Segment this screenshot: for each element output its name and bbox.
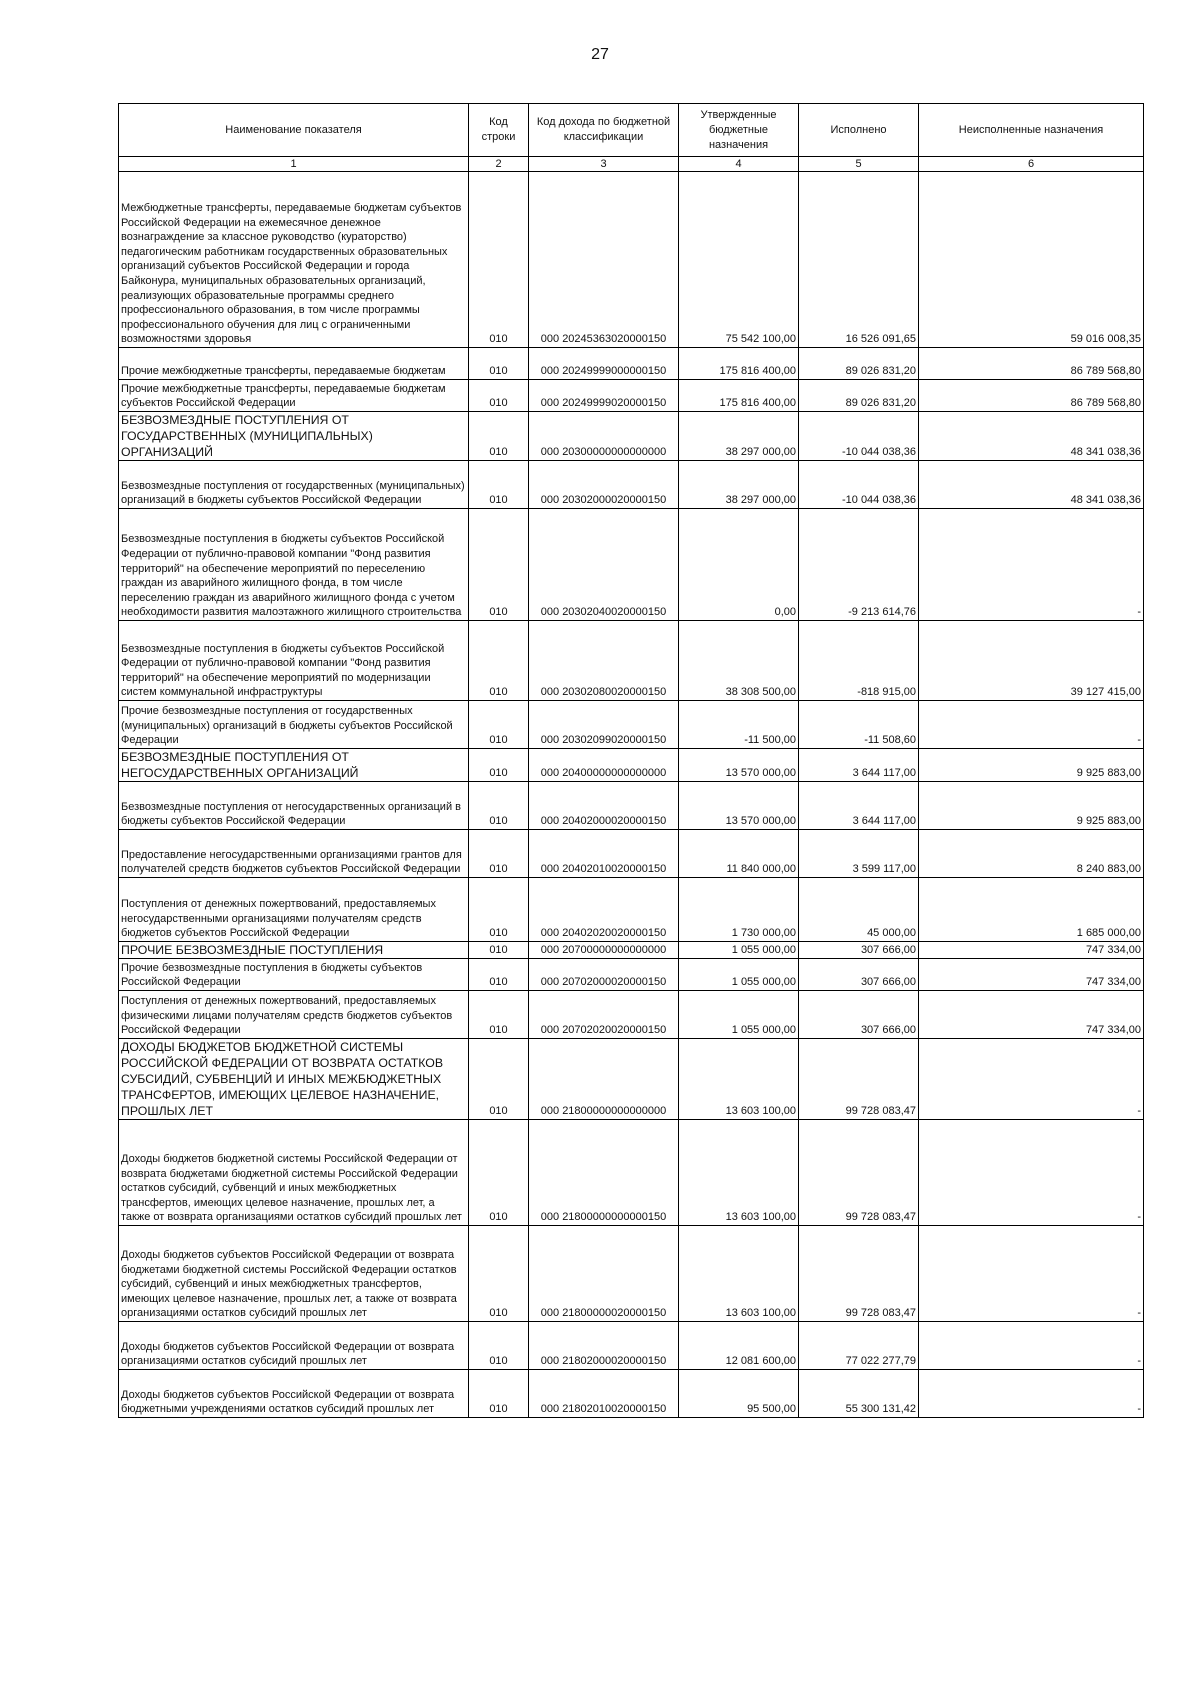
column-number: 5 bbox=[799, 157, 919, 172]
row-name: БЕЗВОЗМЕЗДНЫЕ ПОСТУПЛЕНИЯ ОТ ГОСУДАРСТВЕННЫХ (МУНИЦИПАЛЬНЫХ) ОРГАНИЗАЦИЙ bbox=[119, 412, 469, 461]
row-income-code: 000 21802010020000150 bbox=[529, 1370, 679, 1418]
row-unexecuted: 59 016 008,35 bbox=[919, 172, 1144, 348]
row-unexecuted: 48 341 038,36 bbox=[919, 412, 1144, 461]
row-executed: 307 666,00 bbox=[799, 942, 919, 959]
row-name: Межбюджетные трансферты, передаваемые бюджетам субъектов Российской Федерации на ежемесячное денежное вознаграждение за классное руководство (кураторство) педагогическим работникам государственных образовательных организаций субъектов Российской Федерации и города Байконура, муниципальных образовательных организаций, реализующих образовательные программы среднего профессионального образования, в том числе программы профессионального обучения для лиц с ограниченными возможностями здоровья bbox=[119, 172, 469, 348]
row-unexecuted: - bbox=[919, 1226, 1144, 1322]
table-row bbox=[119, 942, 1144, 959]
row-code: 010 bbox=[469, 380, 529, 412]
table-row bbox=[119, 509, 1144, 621]
budget-report-table bbox=[118, 103, 1144, 1418]
row-executed: 3 599 117,00 bbox=[799, 830, 919, 878]
row-income-code: 000 20402010020000150 bbox=[529, 830, 679, 878]
row-approved: 175 816 400,00 bbox=[679, 380, 799, 412]
table-row bbox=[119, 878, 1144, 942]
header-executed: Исполнено bbox=[799, 104, 919, 157]
row-income-code: 000 20249999000000150 bbox=[529, 348, 679, 380]
table-body bbox=[119, 172, 1144, 1418]
row-approved: 13 570 000,00 bbox=[679, 782, 799, 830]
row-code: 010 bbox=[469, 749, 529, 782]
row-approved: 12 081 600,00 bbox=[679, 1322, 799, 1370]
header-name: Наименование показателя bbox=[119, 104, 469, 157]
row-approved: 13 603 100,00 bbox=[679, 1226, 799, 1322]
row-executed: 307 666,00 bbox=[799, 991, 919, 1039]
row-code: 010 bbox=[469, 348, 529, 380]
row-code: 010 bbox=[469, 1226, 529, 1322]
row-name: Прочие безвозмездные поступления в бюджеты субъектов Российской Федерации bbox=[119, 959, 469, 991]
row-approved: 13 603 100,00 bbox=[679, 1120, 799, 1226]
row-unexecuted: - bbox=[919, 1322, 1144, 1370]
row-unexecuted: 747 334,00 bbox=[919, 942, 1144, 959]
row-approved: 1 055 000,00 bbox=[679, 959, 799, 991]
table-row bbox=[119, 380, 1144, 412]
header-row bbox=[119, 104, 1144, 157]
column-numbers-row bbox=[119, 157, 1144, 172]
row-name: Безвозмездные поступления в бюджеты субъектов Российской Федерации от публично-правовой компании "Фонд развития территорий" на обеспечение мероприятий по переселению граждан из аварийного жилищного фонда, в том числе переселению граждан из аварийного жилищного фонда с учетом необходимости развития малоэтажного жилищного строительства bbox=[119, 509, 469, 621]
table-row bbox=[119, 749, 1144, 782]
row-approved: 1 055 000,00 bbox=[679, 991, 799, 1039]
row-executed: 307 666,00 bbox=[799, 959, 919, 991]
row-name: Предоставление негосударственными организациями грантов для получателей средств бюджетов субъектов Российской Федерации bbox=[119, 830, 469, 878]
table-row bbox=[119, 461, 1144, 509]
row-name: ПРОЧИЕ БЕЗВОЗМЕЗДНЫЕ ПОСТУПЛЕНИЯ bbox=[119, 942, 469, 959]
row-name: Прочие межбюджетные трансферты, передаваемые бюджетам bbox=[119, 348, 469, 380]
row-code: 010 bbox=[469, 830, 529, 878]
row-unexecuted: 39 127 415,00 bbox=[919, 621, 1144, 701]
row-income-code: 000 20302040020000150 bbox=[529, 509, 679, 621]
table-row bbox=[119, 1120, 1144, 1226]
table-row bbox=[119, 701, 1144, 749]
row-income-code: 000 20402000020000150 bbox=[529, 782, 679, 830]
row-unexecuted: 9 925 883,00 bbox=[919, 749, 1144, 782]
row-unexecuted: 48 341 038,36 bbox=[919, 461, 1144, 509]
row-income-code: 000 20302099020000150 bbox=[529, 701, 679, 749]
row-executed: 3 644 117,00 bbox=[799, 782, 919, 830]
row-name: Прочие безвозмездные поступления от государственных (муниципальных) организаций в бюджеты субъектов Российской Федерации bbox=[119, 701, 469, 749]
table-row bbox=[119, 621, 1144, 701]
row-code: 010 bbox=[469, 1039, 529, 1120]
row-unexecuted: - bbox=[919, 701, 1144, 749]
row-approved: 38 308 500,00 bbox=[679, 621, 799, 701]
row-unexecuted: - bbox=[919, 1120, 1144, 1226]
row-income-code: 000 20402020020000150 bbox=[529, 878, 679, 942]
column-number: 4 bbox=[679, 157, 799, 172]
row-unexecuted: 86 789 568,80 bbox=[919, 348, 1144, 380]
row-income-code: 000 21802000020000150 bbox=[529, 1322, 679, 1370]
row-name: Безвозмездные поступления от государственных (муниципальных) организаций в бюджеты субъектов Российской Федерации bbox=[119, 461, 469, 509]
row-executed: 89 026 831,20 bbox=[799, 348, 919, 380]
row-income-code: 000 20400000000000000 bbox=[529, 749, 679, 782]
row-approved: 0,00 bbox=[679, 509, 799, 621]
row-name: Доходы бюджетов субъектов Российской Федерации от возврата организациями остатков субсидий прошлых лет bbox=[119, 1322, 469, 1370]
row-name: Доходы бюджетов субъектов Российской Федерации от возврата бюджетными учреждениями остатков субсидий прошлых лет bbox=[119, 1370, 469, 1418]
table-row bbox=[119, 959, 1144, 991]
row-executed: 77 022 277,79 bbox=[799, 1322, 919, 1370]
row-name: БЕЗВОЗМЕЗДНЫЕ ПОСТУПЛЕНИЯ ОТ НЕГОСУДАРСТВЕННЫХ ОРГАНИЗАЦИЙ bbox=[119, 749, 469, 782]
row-code: 010 bbox=[469, 878, 529, 942]
row-executed: 99 728 083,47 bbox=[799, 1039, 919, 1120]
row-approved: 13 603 100,00 bbox=[679, 1039, 799, 1120]
row-executed: 45 000,00 bbox=[799, 878, 919, 942]
row-income-code: 000 20702020020000150 bbox=[529, 991, 679, 1039]
table-row bbox=[119, 1322, 1144, 1370]
row-income-code: 000 21800000000000150 bbox=[529, 1120, 679, 1226]
column-number: 2 bbox=[469, 157, 529, 172]
row-executed: 99 728 083,47 bbox=[799, 1120, 919, 1226]
row-code: 010 bbox=[469, 959, 529, 991]
header-income-code: Код дохода по бюджетной классификации bbox=[529, 104, 679, 157]
row-executed: 89 026 831,20 bbox=[799, 380, 919, 412]
row-executed: 99 728 083,47 bbox=[799, 1226, 919, 1322]
row-name: Поступления от денежных пожертвований, предоставляемых физическими лицами получателям средств бюджетов субъектов Российской Федерации bbox=[119, 991, 469, 1039]
row-code: 010 bbox=[469, 942, 529, 959]
column-number: 6 bbox=[919, 157, 1144, 172]
row-code: 010 bbox=[469, 1120, 529, 1226]
table-row bbox=[119, 1226, 1144, 1322]
header-row-code: Код строки bbox=[469, 104, 529, 157]
row-income-code: 000 20302000020000150 bbox=[529, 461, 679, 509]
row-unexecuted: - bbox=[919, 1039, 1144, 1120]
table-row bbox=[119, 991, 1144, 1039]
row-approved: 38 297 000,00 bbox=[679, 461, 799, 509]
table-row bbox=[119, 830, 1144, 878]
row-code: 010 bbox=[469, 1322, 529, 1370]
row-name: Доходы бюджетов бюджетной системы Российской Федерации от возврата бюджетами бюджетной системы Российской Федерации остатков субсидий, субвенций и иных межбюджетных трансфертов, имеющих целевое назначение, прошлых лет, а также от возврата организациями остатков субсидий прошлых лет bbox=[119, 1120, 469, 1226]
row-code: 010 bbox=[469, 461, 529, 509]
row-name: ДОХОДЫ БЮДЖЕТОВ БЮДЖЕТНОЙ СИСТЕМЫ РОССИЙСКОЙ ФЕДЕРАЦИИ ОТ ВОЗВРАТА ОСТАТКОВ СУБСИДИЙ, СУБВЕНЦИЙ И ИНЫХ МЕЖБЮДЖЕТНЫХ ТРАНСФЕРТОВ, ИМЕЮЩИХ ЦЕЛЕВОЕ НАЗНАЧЕНИЕ, ПРОШЛЫХ ЛЕТ bbox=[119, 1039, 469, 1120]
header-unexecuted: Неисполненные назначения bbox=[919, 104, 1144, 157]
row-name: Поступления от денежных пожертвований, предоставляемых негосударственными организациями получателям средств бюджетов субъектов Российской Федерации bbox=[119, 878, 469, 942]
row-income-code: 000 20302080020000150 bbox=[529, 621, 679, 701]
row-unexecuted: 747 334,00 bbox=[919, 959, 1144, 991]
row-income-code: 000 20245363020000150 bbox=[529, 172, 679, 348]
row-unexecuted: - bbox=[919, 1370, 1144, 1418]
row-code: 010 bbox=[469, 701, 529, 749]
row-unexecuted: 9 925 883,00 bbox=[919, 782, 1144, 830]
row-unexecuted: 1 685 000,00 bbox=[919, 878, 1144, 942]
row-executed: 16 526 091,65 bbox=[799, 172, 919, 348]
row-income-code: 000 20702000020000150 bbox=[529, 959, 679, 991]
table-row bbox=[119, 782, 1144, 830]
row-approved: -11 500,00 bbox=[679, 701, 799, 749]
row-approved: 175 816 400,00 bbox=[679, 348, 799, 380]
row-executed: -10 044 038,36 bbox=[799, 412, 919, 461]
table-row bbox=[119, 1039, 1144, 1120]
row-code: 010 bbox=[469, 509, 529, 621]
row-approved: 1 055 000,00 bbox=[679, 942, 799, 959]
row-unexecuted: 86 789 568,80 bbox=[919, 380, 1144, 412]
table-row bbox=[119, 1370, 1144, 1418]
table-row bbox=[119, 412, 1144, 461]
row-income-code: 000 21800000020000150 bbox=[529, 1226, 679, 1322]
row-unexecuted: - bbox=[919, 509, 1144, 621]
column-number: 3 bbox=[529, 157, 679, 172]
row-approved: 1 730 000,00 bbox=[679, 878, 799, 942]
row-executed: -9 213 614,76 bbox=[799, 509, 919, 621]
row-name: Безвозмездные поступления в бюджеты субъектов Российской Федерации от публично-правовой компании "Фонд развития территорий" на обеспечение мероприятий по модернизации систем коммунальной инфраструктуры bbox=[119, 621, 469, 701]
row-name: Доходы бюджетов субъектов Российской Федерации от возврата бюджетами бюджетной системы Российской Федерации остатков субсидий, субвенций и иных межбюджетных трансфертов, имеющих целевое назначение, прошлых лет, а также от возврата организациями остатков субсидий прошлых лет bbox=[119, 1226, 469, 1322]
row-approved: 95 500,00 bbox=[679, 1370, 799, 1418]
row-executed: 55 300 131,42 bbox=[799, 1370, 919, 1418]
row-code: 010 bbox=[469, 172, 529, 348]
column-number: 1 bbox=[119, 157, 469, 172]
row-income-code: 000 20249999020000150 bbox=[529, 380, 679, 412]
row-approved: 11 840 000,00 bbox=[679, 830, 799, 878]
row-executed: -10 044 038,36 bbox=[799, 461, 919, 509]
row-code: 010 bbox=[469, 621, 529, 701]
row-approved: 38 297 000,00 bbox=[679, 412, 799, 461]
page-number: 27 bbox=[591, 46, 609, 63]
row-executed: -11 508,60 bbox=[799, 701, 919, 749]
row-name: Прочие межбюджетные трансферты, передаваемые бюджетам субъектов Российской Федерации bbox=[119, 380, 469, 412]
row-code: 010 bbox=[469, 991, 529, 1039]
row-name: Безвозмездные поступления от негосударственных организаций в бюджеты субъектов Российской Федерации bbox=[119, 782, 469, 830]
row-executed: -818 915,00 bbox=[799, 621, 919, 701]
row-unexecuted: 747 334,00 bbox=[919, 991, 1144, 1039]
row-code: 010 bbox=[469, 1370, 529, 1418]
row-approved: 13 570 000,00 bbox=[679, 749, 799, 782]
row-executed: 3 644 117,00 bbox=[799, 749, 919, 782]
row-income-code: 000 21800000000000000 bbox=[529, 1039, 679, 1120]
row-approved: 75 542 100,00 bbox=[679, 172, 799, 348]
table-row bbox=[119, 348, 1144, 380]
table-row bbox=[119, 172, 1144, 348]
row-unexecuted: 8 240 883,00 bbox=[919, 830, 1144, 878]
header-approved: Утвержденные бюджетные назначения bbox=[679, 104, 799, 157]
row-code: 010 bbox=[469, 782, 529, 830]
row-code: 010 bbox=[469, 412, 529, 461]
row-income-code: 000 20300000000000000 bbox=[529, 412, 679, 461]
row-income-code: 000 20700000000000000 bbox=[529, 942, 679, 959]
